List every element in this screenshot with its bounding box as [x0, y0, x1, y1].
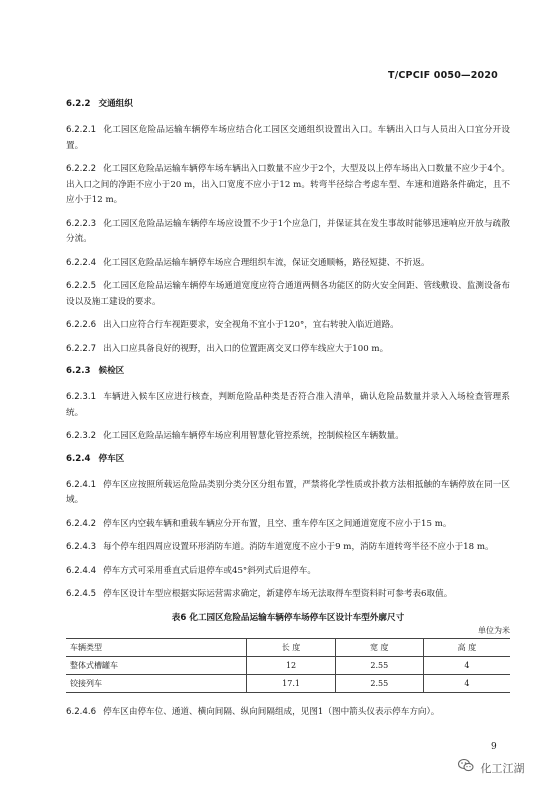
column-header: 宽 度	[335, 638, 423, 656]
clause-6-2-4-4	[66, 564, 510, 580]
clause-text: 停车区设计车型应根据实际运营需求确定，新建停车场无法取得车型资料时可参考表6取值。	[103, 589, 453, 599]
column-header: 高 度	[423, 638, 510, 656]
clause-text: 停车区应按照所载运危险品类别分类分区分组布置，严禁将化学性质或扑救方法相抵触的车辆停放在同一区域。	[66, 479, 510, 505]
column-header: 长 度	[247, 638, 335, 656]
clause-number: 6.2.4.5	[66, 589, 97, 599]
clause-text: 化工园区危险品运输车辆停车场应合理组织车流，保证交通顺畅，路径短捷、不折返。	[103, 257, 430, 268]
clause-6-2-2-7	[66, 342, 510, 358]
table-row	[66, 674, 510, 692]
page-number: 9	[491, 742, 497, 752]
section-heading-6-2-4	[66, 453, 510, 466]
clause-text: 化工园区危险品运输车辆停车场应结合化工园区交通组织设置出入口。车辆出入口与人员出入口宜分开设置。	[66, 125, 510, 151]
clause-6-2-2-1	[66, 123, 510, 154]
clause-text: 化工园区危险品运输车辆停车场车辆出入口数量不应少于2个，大型及以上停车场出入口数量不应少于4个。出入口之间的净距不应小于20 m，出入口宽度不应小于12 m。转弯半径综合考虑车型、车速和道路条件确定，且不应小于12 m。	[66, 164, 510, 205]
clause-6-2-4-2	[66, 517, 510, 533]
section-title: 候检区	[98, 366, 125, 376]
clause-text: 停车方式可采用垂直式后退停车或45°斜列式后退停车。	[103, 565, 316, 576]
table-cell: 2.55	[335, 656, 423, 674]
section-heading-6-2-3	[66, 365, 510, 378]
document-body	[66, 98, 510, 728]
table-unit-note: 单位为米	[478, 625, 510, 635]
clause-text: 车辆进入候车区应进行核查，判断危险品种类是否符合准入清单，确认危险品数量并录入入场检查管理系统。	[66, 392, 510, 418]
section-number: 6.2.2	[66, 99, 91, 109]
table-header-row	[66, 638, 510, 656]
clause-number: 6.2.2.1	[66, 125, 97, 135]
clause-number: 6.2.2.6	[66, 320, 97, 330]
clause-number: 6.2.2.7	[66, 343, 97, 354]
table-cell: 17.1	[247, 674, 335, 692]
watermark-text: 化工江湖	[480, 762, 525, 775]
clause-number: 6.2.4.3	[66, 542, 97, 552]
clause-number: 6.2.4.1	[66, 479, 97, 490]
clause-6-2-4-1	[66, 478, 510, 509]
table-row	[66, 656, 510, 674]
wechat-icon	[458, 762, 478, 775]
clause-text: 化工园区危险品运输车辆停车场通道宽度应符合通道两侧各功能区的防火安全间距、管线敷设、监测设备布设以及施工建设的要求。	[66, 281, 510, 307]
clause-6-2-4-5	[66, 587, 510, 603]
clause-6-2-4-6	[66, 705, 510, 721]
section-heading-6-2-2	[66, 98, 510, 111]
clause-6-2-2-3	[66, 217, 510, 248]
clause-number: 6.2.4.2	[66, 518, 97, 529]
clause-6-2-4-3	[66, 540, 510, 556]
clause-6-2-3-1	[66, 390, 510, 421]
clause-6-2-2-6	[66, 318, 510, 334]
clause-text: 出入口应具备良好的视野，出入口的位置距离交叉口停车线应大于100 m。	[103, 343, 389, 354]
clause-text: 每个停车组四周应设置环形消防车道。消防车道宽度不应小于9 m，消防车道转弯半径不应小于18 m。	[103, 542, 494, 552]
clause-number: 6.2.2.4	[66, 257, 97, 268]
table-cell: 整体式槽罐车	[66, 656, 247, 674]
clause-number: 6.2.2.2	[66, 164, 97, 174]
watermark	[458, 759, 525, 776]
table-cell: 4	[423, 656, 510, 674]
clause-number: 6.2.3.2	[66, 431, 97, 441]
clause-number: 6.2.3.1	[66, 392, 97, 402]
table-cell: 铰接列车	[66, 674, 247, 692]
clause-6-2-2-4	[66, 256, 510, 272]
vehicle-dimensions-table	[66, 638, 510, 693]
section-title: 停车区	[98, 453, 125, 464]
clause-number: 6.2.2.5	[66, 281, 97, 291]
section-number: 6.2.3	[66, 366, 91, 376]
clause-text: 停车区由停车位、通道、横向间隔、纵向间隔组成，见图1（图中箭头仪表示停车方向）。	[103, 706, 440, 717]
table-cell: 2.55	[335, 674, 423, 692]
clause-6-2-3-2	[66, 429, 510, 445]
clause-6-2-2-2	[66, 162, 510, 209]
table-cell: 12	[247, 656, 335, 674]
table-cell: 4	[423, 674, 510, 692]
clause-number: 6.2.4.4	[66, 565, 97, 576]
column-header: 车辆类型	[66, 638, 247, 656]
table-title: 表6 化工园区危险品运输车辆停车场停车区设计车型外廓尺寸	[171, 612, 405, 623]
clause-number: 6.2.4.6	[66, 706, 97, 717]
clause-text: 化工园区危险品运输车辆停车场应利用智慧化管控系统，控制候检区车辆数量。	[103, 431, 404, 441]
clause-text: 停车区内空载车辆和重载车辆应分开布置，且空、重车停车区之间通道宽度不应小于15 m。	[103, 518, 452, 529]
standard-number-header: T/CPCIF 0050—2020	[388, 70, 498, 81]
clause-6-2-2-5	[66, 279, 510, 310]
section-title: 交通组织	[98, 99, 133, 109]
clause-text: 化工园区危险品运输车辆停车场应设置不少于1个应急门，并保证其在发生事故时能够迅速响应开放与疏散分流。	[66, 218, 510, 244]
clause-number: 6.2.2.3	[66, 218, 97, 229]
section-number: 6.2.4	[66, 453, 91, 464]
clause-text: 出入口应符合行车视距要求，安全视角不宜小于120°，宜右转驶入临近道路。	[103, 320, 399, 330]
